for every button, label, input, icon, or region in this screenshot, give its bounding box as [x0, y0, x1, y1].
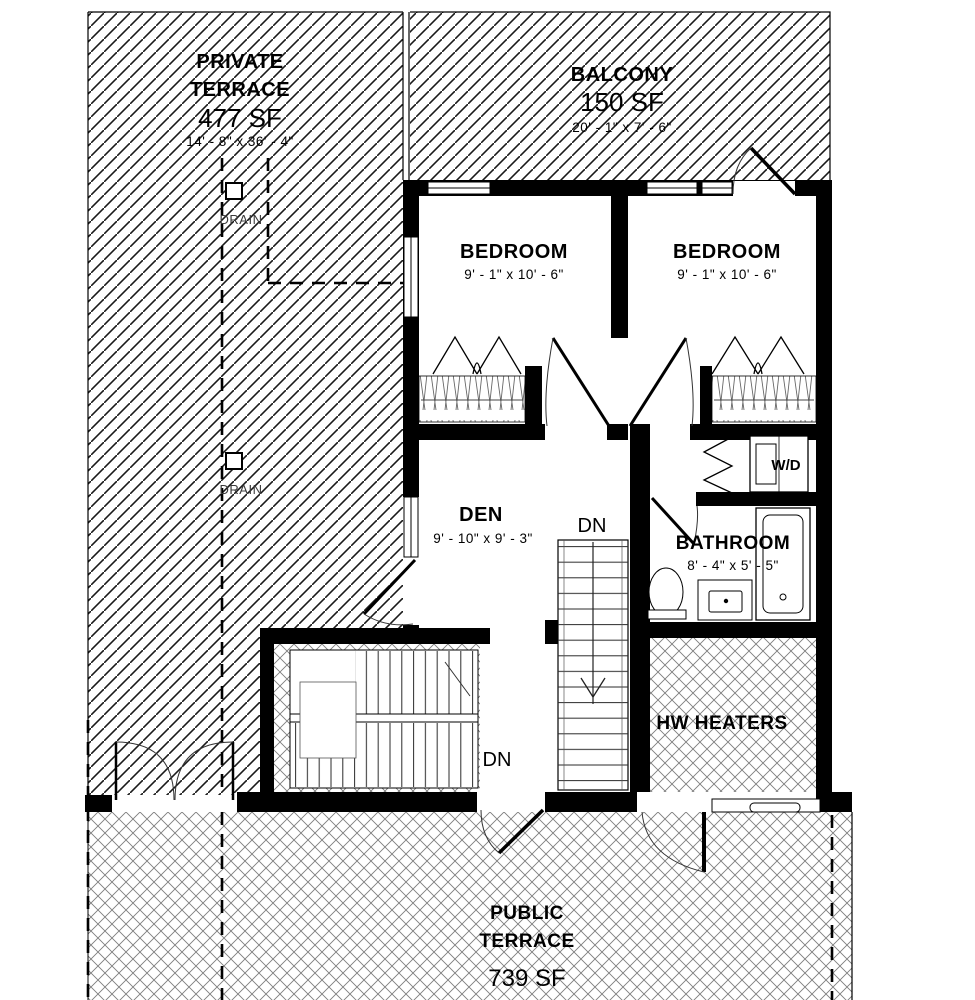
- toilet: [648, 568, 686, 619]
- drain-lower-label: DRAIN: [219, 482, 263, 497]
- vanity-sink: [698, 580, 752, 620]
- bedroom-left-label: BEDROOM: [460, 241, 568, 263]
- bedroom-right-label: BEDROOM: [673, 241, 781, 263]
- public-terrace-label-2: TERRACE: [479, 931, 575, 952]
- balcony-area-label: 150 SF: [580, 87, 664, 117]
- bedroom-left-door: [546, 338, 609, 426]
- den-dims: 9' - 10" x 9' - 3": [433, 531, 533, 546]
- closet-left: [419, 337, 525, 422]
- bathroom-dims: 8' - 4" x 5' - 5": [687, 558, 779, 573]
- public-terrace-area: [88, 812, 852, 1000]
- bathroom-label: BATHROOM: [675, 533, 791, 554]
- lower-stair: [290, 650, 478, 788]
- closet-right: [712, 337, 816, 422]
- main-stair-dn-label: DN: [577, 515, 607, 537]
- terrace-balcony-divider: [403, 12, 409, 180]
- lower-stair-dn-label: DN: [482, 749, 512, 771]
- wd-label: W/D: [771, 457, 801, 474]
- private-terrace-label-2: TERRACE: [189, 79, 291, 101]
- bedroom-right-dims: 9' - 1" x 10' - 6": [677, 267, 777, 282]
- private-terrace-area-label: 477 SF: [198, 103, 282, 133]
- public-terrace-area-label: 739 SF: [488, 965, 566, 992]
- hw-heaters-label: HW HEATERS: [656, 713, 788, 734]
- main-stair: [558, 540, 628, 790]
- bedroom-left-dims: 9' - 1" x 10' - 6": [464, 267, 564, 282]
- bedroom-right-door: [630, 338, 693, 426]
- private-terrace-label-1: PRIVATE: [196, 51, 284, 73]
- private-terrace-dims: 14' - 8" x 36' - 4": [186, 134, 294, 149]
- balcony-label: BALCONY: [570, 64, 674, 86]
- den-label: DEN: [459, 504, 503, 526]
- public-terrace-label-1: PUBLIC: [490, 903, 564, 924]
- balcony-dims: 20' - 1" x 7' - 6": [572, 120, 672, 135]
- drain-upper-label: DRAIN: [219, 212, 263, 227]
